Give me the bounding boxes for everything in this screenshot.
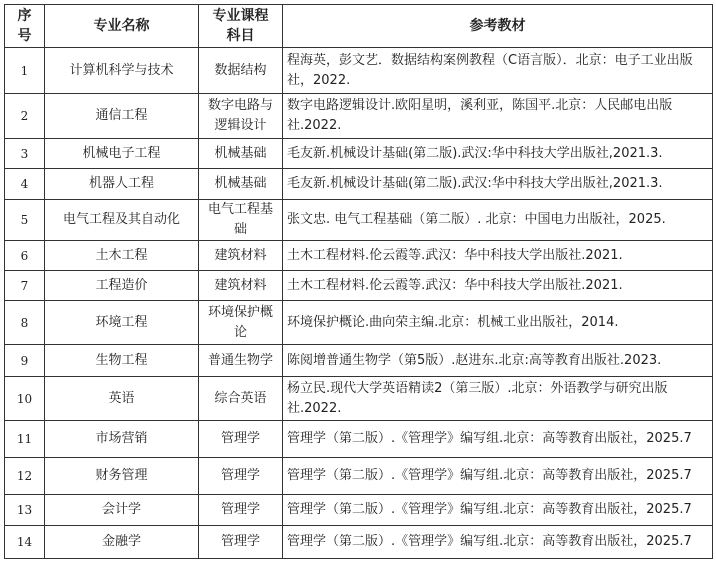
cell-major: 计算机科学与技术 xyxy=(45,48,199,94)
table-row xyxy=(5,458,713,495)
cell-course: 管理学 xyxy=(199,495,283,526)
cell-textbook: 管理学（第二版）.《管理学》编写组.北京：高等教育出版社，2025.7 xyxy=(283,458,713,495)
cell-index: 7 xyxy=(5,271,45,301)
cell-index: 6 xyxy=(5,241,45,271)
table-row xyxy=(5,94,713,139)
cell-index: 14 xyxy=(5,526,45,559)
cell-major: 通信工程 xyxy=(45,94,199,139)
cell-textbook: 环境保护概论.曲向荣主编.北京：机械工业出版社，2014. xyxy=(283,301,713,345)
cell-major: 电气工程及其自动化 xyxy=(45,200,199,241)
cell-course: 管理学 xyxy=(199,458,283,495)
cell-course: 机械基础 xyxy=(199,139,283,169)
cell-textbook: 管理学（第二版）.《管理学》编写组.北京：高等教育出版社，2025.7 xyxy=(283,421,713,458)
cell-course: 管理学 xyxy=(199,421,283,458)
table-row xyxy=(5,241,713,271)
cell-course: 建筑材料 xyxy=(199,271,283,301)
cell-course: 数据结构 xyxy=(199,48,283,94)
cell-index: 5 xyxy=(5,200,45,241)
cell-textbook: 数字电路逻辑设计.欧阳星明，溪利亚，陈国平.北京：人民邮电出版社.2022. xyxy=(283,94,713,139)
cell-course: 普通生物学 xyxy=(199,345,283,377)
header-row xyxy=(5,5,713,48)
table-row xyxy=(5,495,713,526)
table-row xyxy=(5,169,713,200)
table-row xyxy=(5,48,713,94)
cell-major: 机械电子工程 xyxy=(45,139,199,169)
cell-course: 电气工程基础 xyxy=(199,200,283,241)
cell-index: 12 xyxy=(5,458,45,495)
cell-textbook: 程海英，彭文艺．数据结构案例教程（C语言版）．北京：电子工业出版社，2022. xyxy=(283,48,713,94)
table-row xyxy=(5,377,713,421)
cell-index: 11 xyxy=(5,421,45,458)
cell-major: 金融学 xyxy=(45,526,199,559)
cell-major: 工程造价 xyxy=(45,271,199,301)
cell-index: 13 xyxy=(5,495,45,526)
cell-major: 机器人工程 xyxy=(45,169,199,200)
table-row xyxy=(5,421,713,458)
textbook-table xyxy=(4,4,713,559)
cell-course: 管理学 xyxy=(199,526,283,559)
cell-textbook: 土木工程材料.伦云霞等.武汉：华中科技大学出版社.2021. xyxy=(283,271,713,301)
cell-course: 机械基础 xyxy=(199,169,283,200)
cell-textbook: 管理学（第二版）.《管理学》编写组.北京：高等教育出版社，2025.7 xyxy=(283,526,713,559)
table-row xyxy=(5,271,713,301)
table-row xyxy=(5,526,713,559)
cell-textbook: 毛友新.机械设计基础(第二版).武汉:华中科技大学出版社,2021.3. xyxy=(283,139,713,169)
header-index: 序号 xyxy=(5,5,45,48)
table-row xyxy=(5,345,713,377)
cell-index: 2 xyxy=(5,94,45,139)
header-course: 专业课程科目 xyxy=(199,5,283,48)
cell-index: 1 xyxy=(5,48,45,94)
cell-major: 会计学 xyxy=(45,495,199,526)
header-textbook: 参考教材 xyxy=(283,5,713,48)
cell-textbook: 土木工程材料.伦云霞等.武汉：华中科技大学出版社.2021. xyxy=(283,241,713,271)
cell-major: 土木工程 xyxy=(45,241,199,271)
table-row xyxy=(5,139,713,169)
cell-course: 综合英语 xyxy=(199,377,283,421)
cell-major: 英语 xyxy=(45,377,199,421)
cell-course: 建筑材料 xyxy=(199,241,283,271)
cell-course: 数字电路与逻辑设计 xyxy=(199,94,283,139)
cell-major: 环境工程 xyxy=(45,301,199,345)
cell-textbook: 毛友新.机械设计基础(第二版).武汉:华中科技大学出版社,2021.3. xyxy=(283,169,713,200)
cell-major: 财务管理 xyxy=(45,458,199,495)
cell-major: 市场营销 xyxy=(45,421,199,458)
cell-index: 10 xyxy=(5,377,45,421)
cell-index: 9 xyxy=(5,345,45,377)
cell-textbook: 杨立民.现代大学英语精读2（第三版）.北京：外语教学与研究出版社.2022. xyxy=(283,377,713,421)
cell-textbook: 陈阅增普通生物学（第5版）.赵进东.北京:高等教育出版社.2023. xyxy=(283,345,713,377)
cell-textbook: 管理学（第二版）.《管理学》编写组.北京：高等教育出版社，2025.7 xyxy=(283,495,713,526)
cell-index: 3 xyxy=(5,139,45,169)
cell-textbook: 张文忠. 电气工程基础（第二版）. 北京：中国电力出版社，2025. xyxy=(283,200,713,241)
table-row xyxy=(5,301,713,345)
cell-index: 4 xyxy=(5,169,45,200)
header-major: 专业名称 xyxy=(45,5,199,48)
cell-major: 生物工程 xyxy=(45,345,199,377)
cell-course: 环境保护概论 xyxy=(199,301,283,345)
table-row xyxy=(5,200,713,241)
cell-index: 8 xyxy=(5,301,45,345)
